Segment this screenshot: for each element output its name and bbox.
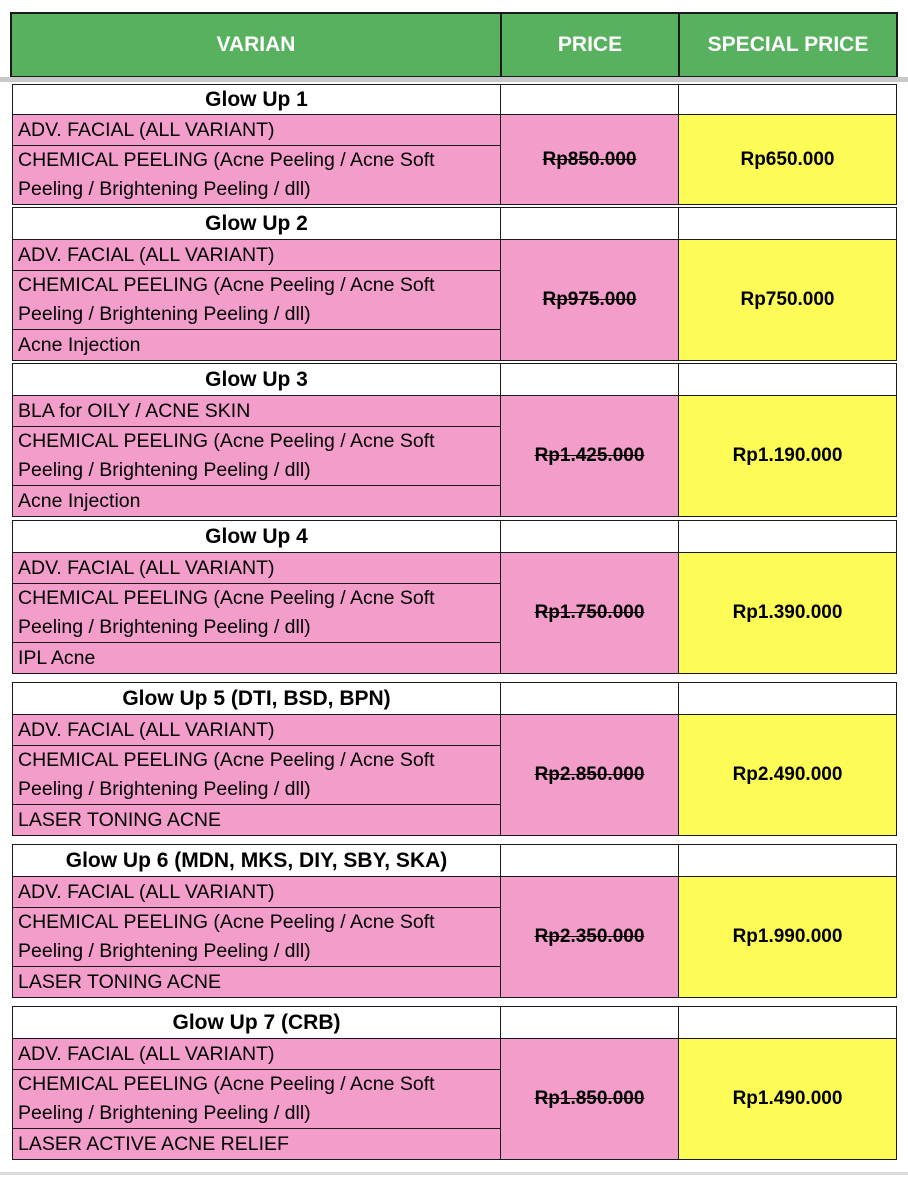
header-varian: VARIAN: [10, 12, 502, 78]
blank-special-cell: [678, 844, 897, 877]
package-title: Glow Up 5 (DTI, BSD, BPN): [12, 682, 501, 715]
original-price: Rp975.000: [500, 239, 679, 361]
original-price: Rp1.425.000: [500, 395, 679, 517]
package-item: LASER ACTIVE ACNE RELIEF: [12, 1128, 501, 1160]
original-price: Rp1.850.000: [500, 1038, 679, 1160]
blank-price-cell: [500, 844, 679, 877]
header-price: PRICE: [500, 12, 680, 78]
package-item: CHEMICAL PEELING (Acne Peeling / Acne Soft Peeling / Brightening Peeling / dll): [12, 1069, 501, 1129]
package-item: ADV. FACIAL (ALL VARIANT): [12, 114, 501, 146]
special-price: Rp1.390.000: [678, 552, 897, 674]
blank-price-cell: [500, 682, 679, 715]
special-price: Rp1.490.000: [678, 1038, 897, 1160]
package-item: ADV. FACIAL (ALL VARIANT): [12, 552, 501, 584]
package-title: Glow Up 3: [12, 363, 501, 396]
special-price: Rp650.000: [678, 114, 897, 205]
package-item: LASER TONING ACNE: [12, 966, 501, 998]
original-price: Rp2.850.000: [500, 714, 679, 836]
package-item: Acne Injection: [12, 485, 501, 517]
original-price: Rp2.350.000: [500, 876, 679, 998]
package-item: BLA for OILY / ACNE SKIN: [12, 395, 501, 427]
sheet-bottom-edge: [0, 1172, 908, 1175]
special-price: Rp2.490.000: [678, 714, 897, 836]
package-item: CHEMICAL PEELING (Acne Peeling / Acne Soft Peeling / Brightening Peeling / dll): [12, 745, 501, 805]
blank-price-cell: [500, 1006, 679, 1039]
package-item: CHEMICAL PEELING (Acne Peeling / Acne Soft Peeling / Brightening Peeling / dll): [12, 426, 501, 486]
package-item: CHEMICAL PEELING (Acne Peeling / Acne Soft Peeling / Brightening Peeling / dll): [12, 270, 501, 330]
blank-price-cell: [500, 207, 679, 240]
blank-special-cell: [678, 207, 897, 240]
blank-price-cell: [500, 520, 679, 553]
package-item: ADV. FACIAL (ALL VARIANT): [12, 714, 501, 746]
freeze-pane-divider: [0, 77, 908, 82]
blank-special-cell: [678, 520, 897, 553]
special-price: Rp1.190.000: [678, 395, 897, 517]
package-item: CHEMICAL PEELING (Acne Peeling / Acne Soft Peeling / Brightening Peeling / dll): [12, 583, 501, 643]
package-item: ADV. FACIAL (ALL VARIANT): [12, 239, 501, 271]
header-special-price: SPECIAL PRICE: [678, 12, 898, 78]
package-title: Glow Up 1: [12, 84, 501, 115]
original-price: Rp850.000: [500, 114, 679, 205]
special-price: Rp1.990.000: [678, 876, 897, 998]
package-item: CHEMICAL PEELING (Acne Peeling / Acne Soft Peeling / Brightening Peeling / dll): [12, 907, 501, 967]
blank-special-cell: [678, 363, 897, 396]
package-item: Acne Injection: [12, 329, 501, 361]
blank-special-cell: [678, 682, 897, 715]
special-price: Rp750.000: [678, 239, 897, 361]
blank-price-cell: [500, 363, 679, 396]
blank-special-cell: [678, 84, 897, 115]
original-price: Rp1.750.000: [500, 552, 679, 674]
package-title: Glow Up 7 (CRB): [12, 1006, 501, 1039]
blank-special-cell: [678, 1006, 897, 1039]
package-item: CHEMICAL PEELING (Acne Peeling / Acne Soft Peeling / Brightening Peeling / dll): [12, 145, 501, 205]
blank-price-cell: [500, 84, 679, 115]
package-item: ADV. FACIAL (ALL VARIANT): [12, 876, 501, 908]
package-title: Glow Up 6 (MDN, MKS, DIY, SBY, SKA): [12, 844, 501, 877]
package-item: ADV. FACIAL (ALL VARIANT): [12, 1038, 501, 1070]
package-title: Glow Up 2: [12, 207, 501, 240]
package-title: Glow Up 4: [12, 520, 501, 553]
package-item: IPL Acne: [12, 642, 501, 674]
package-item: LASER TONING ACNE: [12, 804, 501, 836]
